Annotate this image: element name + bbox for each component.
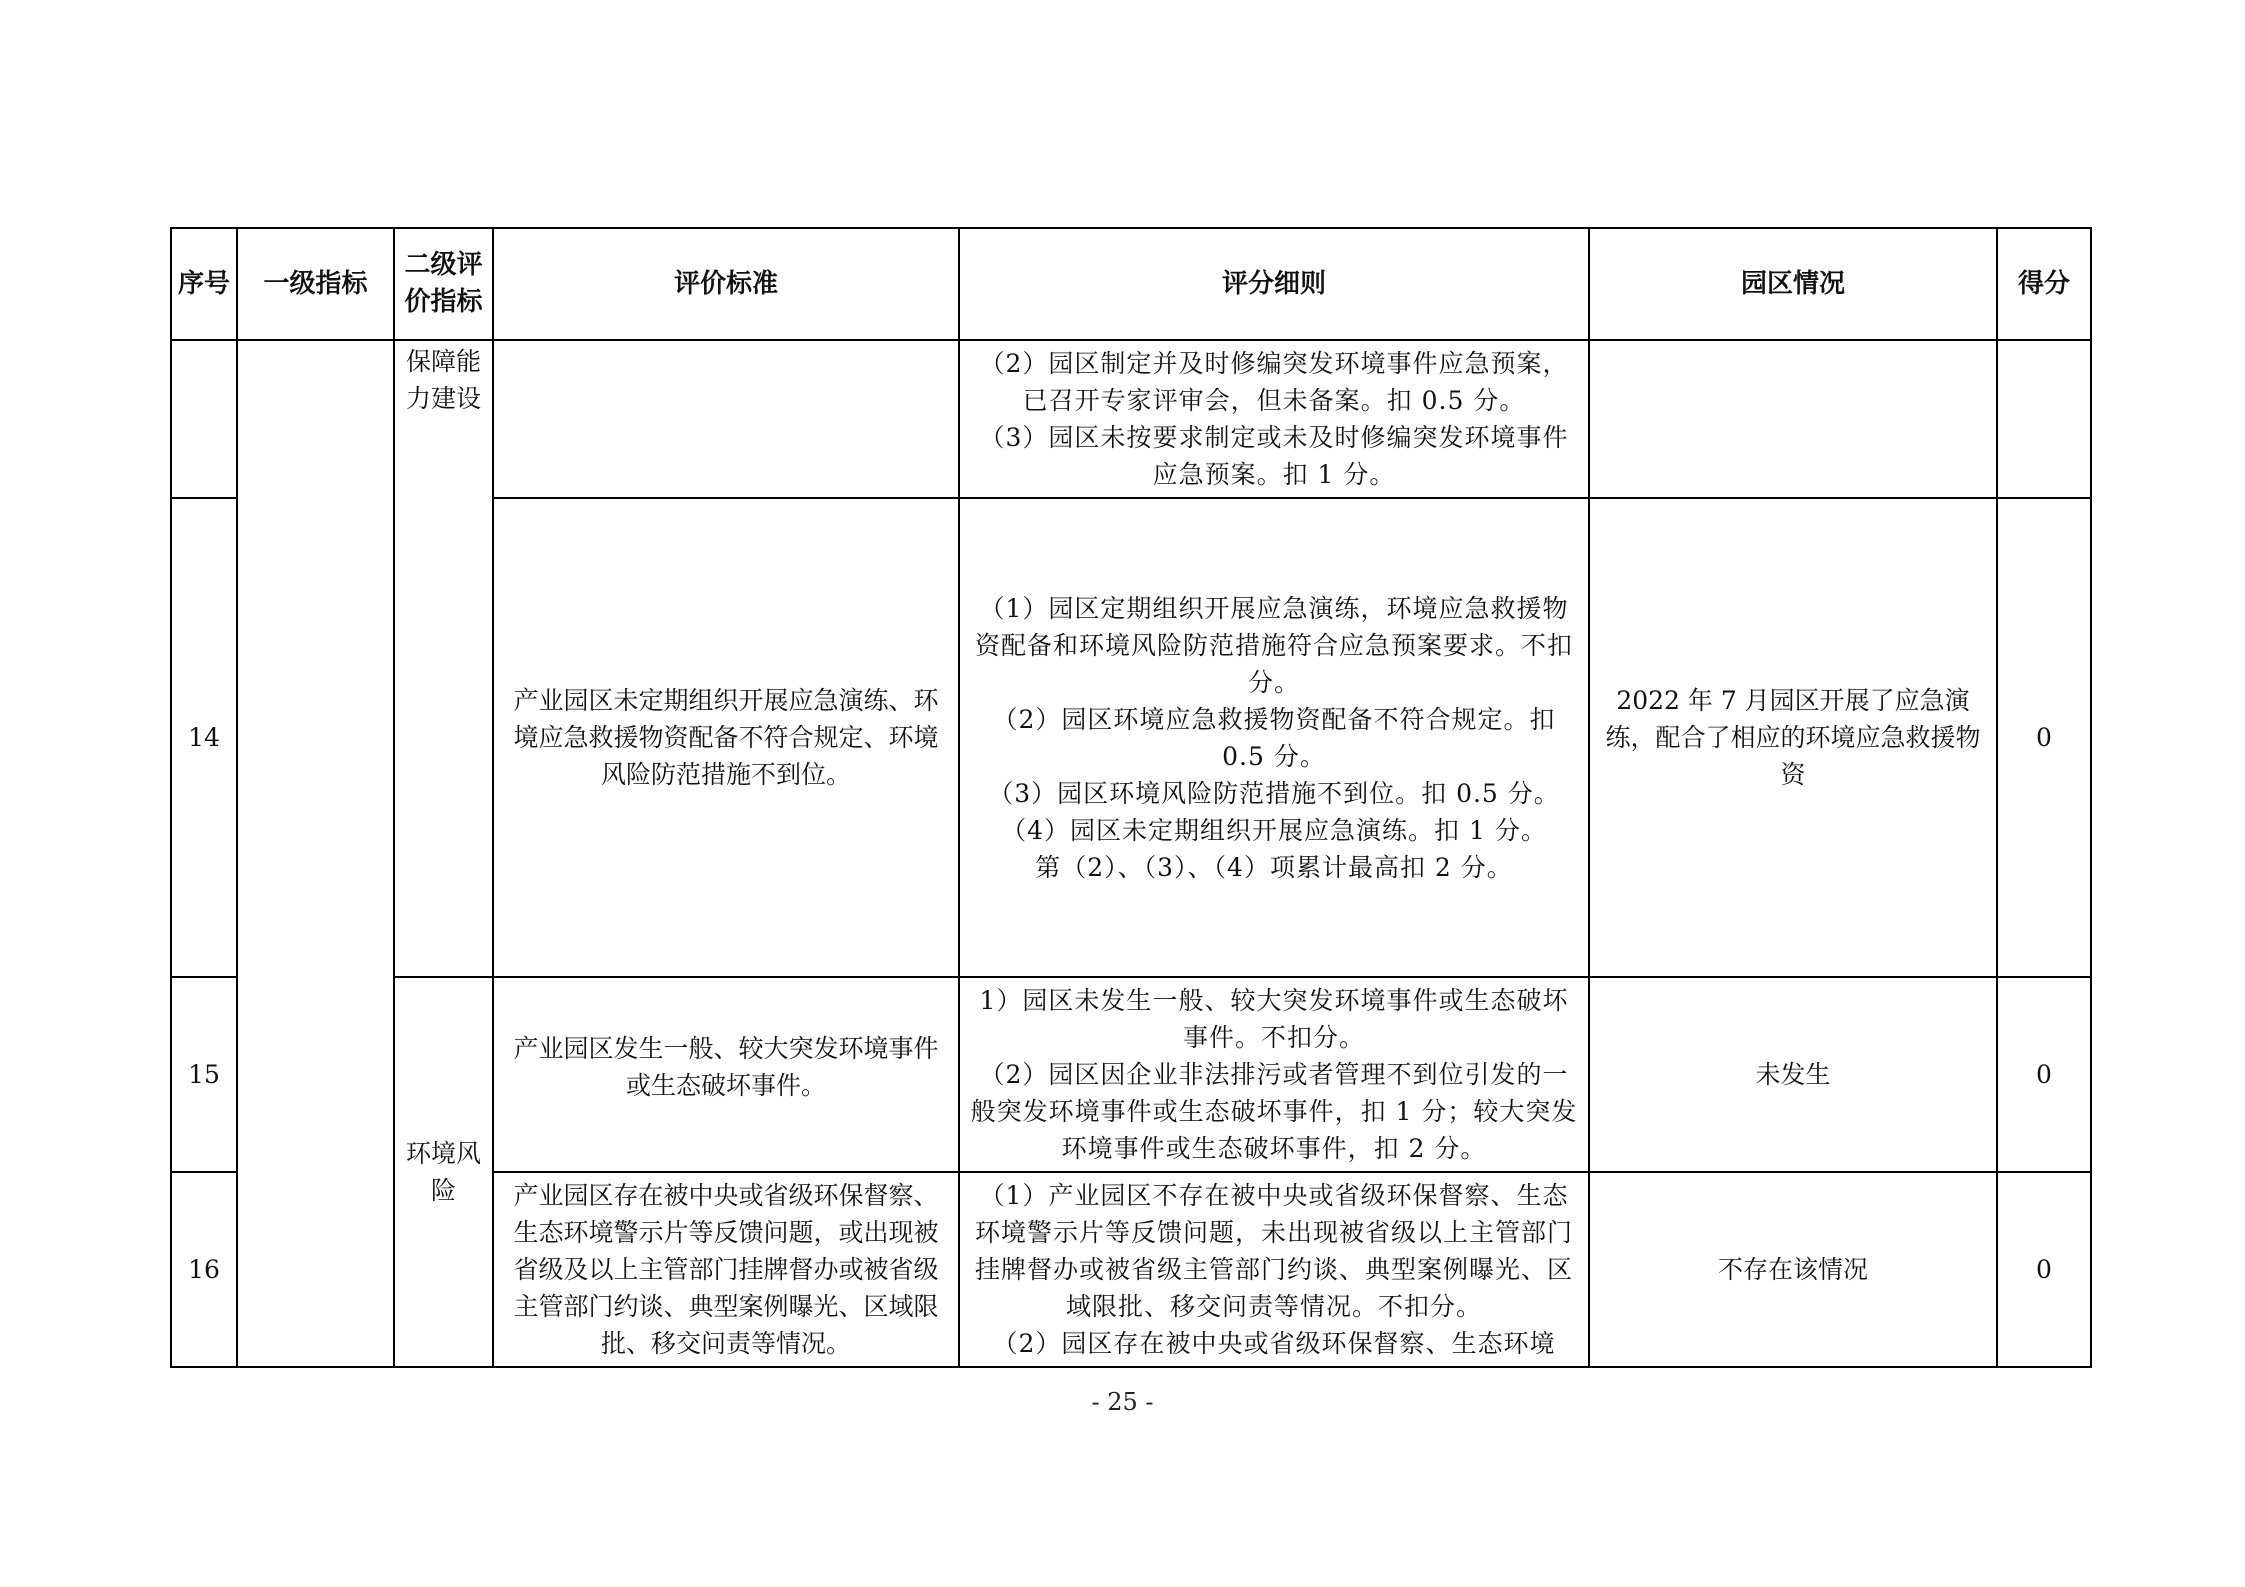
standard-cell: 产业园区存在被中央或省级环保督察、生态环境警示片等反馈问题，或出现被省级及以上主管部门挂牌督办或被省级主管部门约谈、典型案例曝光、区域限批、移交问责等情况。 (493, 1172, 959, 1367)
rules-cell (959, 977, 1589, 1172)
header-situation: 园区情况 (1589, 228, 1997, 340)
table-row (171, 977, 2091, 1172)
score-cell: 0 (1997, 1172, 2091, 1367)
situation-cell: 不存在该情况 (1589, 1172, 1997, 1367)
rule-line: （2）园区存在被中央或省级环保督察、生态环境 (992, 1329, 1556, 1358)
row13-seq-cell (171, 340, 237, 498)
standard-cell: 产业园区发生一般、较大突发环境事件或生态破坏事件。 (493, 977, 959, 1172)
level1-merged-cell (237, 340, 394, 1367)
level2-cell-capability: 保障能力建设 (394, 340, 493, 977)
rule-line: 1）园区未发生一般、较大突发环境事件或生态破坏事件。不扣分。 (979, 986, 1569, 1052)
rule-line: （1）园区定期组织开展应急演练，环境应急救援物资配备和环境风险防范措施符合应急预案要求。不扣分。 (974, 593, 1573, 697)
row13-standard-cell (493, 340, 959, 498)
standard-cell: 产业园区未定期组织开展应急演练、环境应急救援物资配备不符合规定、环境风险防范措施不到位。 (493, 498, 959, 977)
header-score: 得分 (1997, 228, 2091, 340)
situation-cell: 未发生 (1589, 977, 1997, 1172)
seq-cell: 14 (171, 498, 237, 977)
rule-line: （3）园区环境风险防范措施不到位。扣 0.5 分。 (988, 778, 1560, 808)
seq-cell: 16 (171, 1172, 237, 1367)
level2-cell-risk: 环境风险 (394, 977, 493, 1367)
header-level2: 二级评价指标 (394, 228, 493, 340)
table-row (171, 340, 2091, 498)
row13-rules-cell (959, 340, 1589, 498)
rules-cell (959, 498, 1589, 977)
table-header-row (171, 228, 2091, 340)
situation-cell: 2022 年 7 月园区开展了应急演练，配合了相应的环境应急救援物资 (1589, 498, 1997, 977)
rule-line: （2）园区制定并及时修编突发环境事件应急预案，已召开专家评审会，但未备案。扣 0.5 分。 (979, 349, 1569, 415)
header-level1: 一级指标 (237, 228, 394, 340)
score-cell: 0 (1997, 977, 2091, 1172)
rule-line: （1）产业园区不存在被中央或省级环保督察、生态环境警示片等反馈问题，未出现被省级以上主管部门挂牌督办或被省级主管部门约谈、典型案例曝光、区域限批、移交问责等情况。不扣分。 (974, 1181, 1573, 1321)
seq-cell: 15 (171, 977, 237, 1172)
row13-situation-cell (1589, 340, 1997, 498)
rule-line: （3）园区未按要求制定或未及时修编突发环境事件应急预案。扣 1 分。 (979, 423, 1569, 489)
score-cell: 0 (1997, 498, 2091, 977)
rule-line: （2）园区因企业非法排污或者管理不到位引发的一般突发环境事件或生态破坏事件，扣 1 分；较大突发环境事件或生态破坏事件，扣 2 分。 (970, 1060, 1578, 1163)
header-seq: 序号 (171, 228, 237, 340)
rule-line: （2）园区环境应急救援物资配备不符合规定。扣 0.5 分。 (992, 704, 1556, 771)
header-rules: 评分细则 (959, 228, 1589, 340)
page-number: - 25 - (1091, 1388, 1154, 1416)
evaluation-table (170, 227, 2092, 1368)
rule-line: 第（2）、（3）、（4）项累计最高扣 2 分。 (1035, 852, 1513, 882)
row13-score-cell (1997, 340, 2091, 498)
header-standard: 评价标准 (493, 228, 959, 340)
rule-line: （4）园区未定期组织开展应急演练。扣 1 分。 (1001, 815, 1547, 845)
rules-cell (959, 1172, 1589, 1367)
